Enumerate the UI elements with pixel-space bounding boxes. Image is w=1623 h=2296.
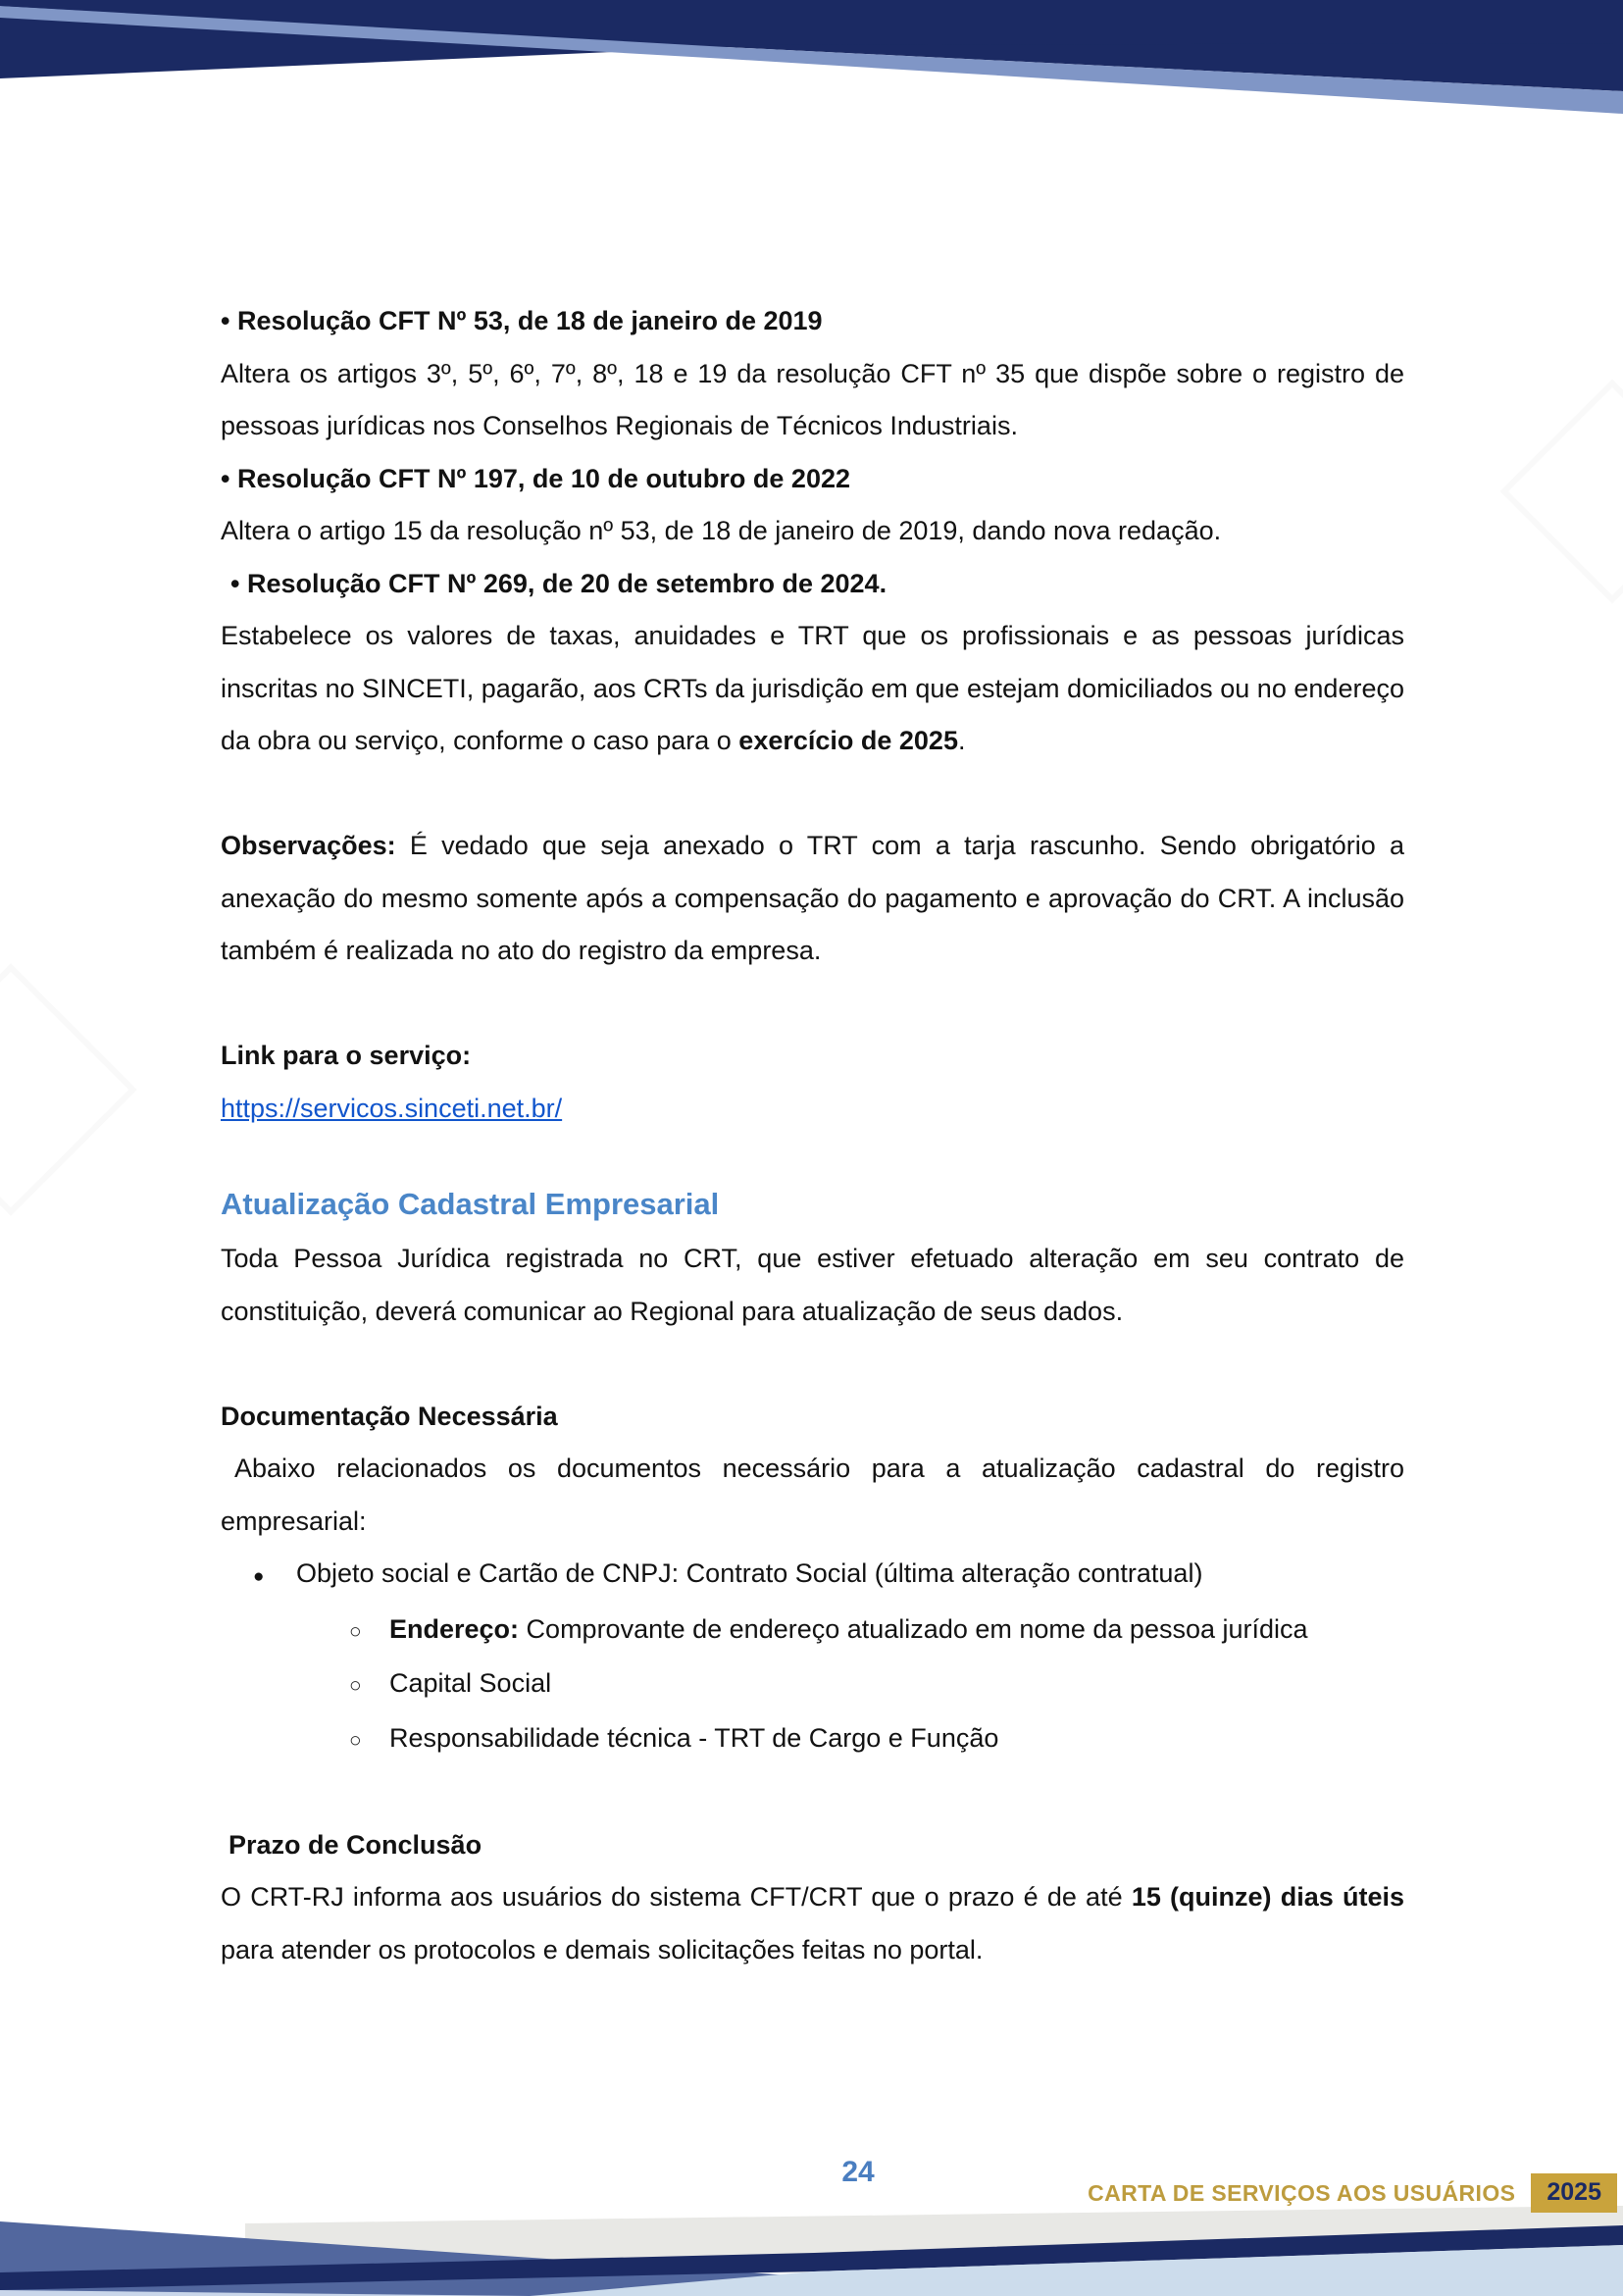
- prazo-paragraph: [221, 1871, 1404, 1976]
- list-item-text: [389, 1604, 1308, 1657]
- section-heading-prazo: Prazo de Conclusão: [228, 1829, 482, 1860]
- service-link-line: [221, 1083, 1404, 1136]
- description-bold-text: exercício de 2025: [738, 726, 958, 755]
- list-item-bold: Endereço:: [389, 1613, 520, 1644]
- atualizacao-intro: Toda Pessoa Jurídica registrada no CRT, que estiver efetuado alteração em seu contrato de constituição, deverá comunicar ao Regional para atualização de seus dados.: [221, 1244, 1404, 1326]
- prazo-text: para atender os protocolos e demais solicitações feitas no portal.: [221, 1934, 984, 1964]
- section-heading-atualizacao: Atualização Cadastral Empresarial: [221, 1187, 720, 1221]
- header-banner: [0, 0, 1623, 128]
- resolution-title: • Resolução CFT Nº 197, de 10 de outubro de 2022: [221, 463, 850, 493]
- list-item: [349, 1658, 1404, 1712]
- list-item-text: Objeto social e Cartão de CNPJ: Contrato Social (última alteração contratual): [296, 1558, 1203, 1588]
- spacer: [221, 1338, 1404, 1391]
- spacer: [221, 978, 1404, 1031]
- description-text: .: [957, 726, 966, 755]
- list-item-text: Responsabilidade técnica - TRT de Cargo e Função: [389, 1722, 999, 1753]
- observacoes-paragraph: [221, 820, 1404, 978]
- bullet-dot-icon: ●: [253, 1566, 265, 1587]
- document-body: [221, 295, 1404, 1976]
- prazo-text: O CRT-RJ informa aos usuários do sistema CFT/CRT que o prazo é de até: [221, 1882, 1132, 1912]
- resolution-description: Altera os artigos 3º, 5º, 6º, 7º, 8º, 18 e 19 da resolução CFT nº 35 que dispõe sobre o registro de pessoas jurídicas nos Conselhos Regionais de Técnicos Industriais.: [221, 358, 1404, 440]
- observacoes-text: É vedado que seja anexado o TRT com a tarja rascunho. Sendo obrigatório a anexação do mesmo somente após a compensação do pagamento e aprovação do CRT. A inclusão também é realizada no ato do registro da empresa.: [221, 831, 1404, 965]
- resolution-description: Altera o artigo 15 da resolução nº 53, de 18 de janeiro de 2019, dando nova redação.: [221, 516, 1222, 545]
- spacer: [221, 1766, 1404, 1819]
- service-link-label: Link para o serviço:: [221, 1041, 472, 1070]
- resolution-description: [221, 610, 1404, 768]
- footer-year-badge: 2025: [1531, 2173, 1617, 2213]
- watermark-chevron: [0, 963, 137, 1215]
- bullet-circle-icon: ○: [349, 1619, 362, 1643]
- list-item: [349, 1712, 1404, 1767]
- footer-brand-title: CARTA DE SERVIÇOS AOS USUÁRIOS: [1088, 2179, 1516, 2206]
- service-link[interactable]: https://servicos.sinceti.net.br/: [221, 1093, 563, 1123]
- bullet-circle-icon: ○: [349, 1674, 362, 1697]
- description-text: Estabelece os valores de taxas, anuidades e TRT que os profissionais e as pessoas jurídicas inscritas no SINCETI, pagarão, aos CRTs da jurisdição em que estejam domiciliados ou no endereço da obra ou serviço, conforme o caso para o: [221, 621, 1404, 755]
- list-item-text: Capital Social: [389, 1668, 552, 1698]
- list-item-rest: Comprovante de endereço atualizado em nome da pessoa jurídica: [519, 1613, 1308, 1644]
- observacoes-label: Observações:: [221, 831, 396, 860]
- bullet-circle-icon: ○: [349, 1728, 362, 1752]
- documentacao-intro: Abaixo relacionados os documentos necessário para a atualização cadastral do registro empresarial:: [221, 1454, 1404, 1536]
- prazo-bold-text: 15 (quinze) dias úteis: [1131, 1882, 1404, 1912]
- resolution-title: • Resolução CFT Nº 269, de 20 de setembro de 2024.: [230, 568, 888, 598]
- footer-brand-row: [1088, 2173, 1617, 2213]
- list-item: [253, 1548, 1404, 1604]
- spacer: [221, 768, 1404, 821]
- resolution-title: • Resolução CFT Nº 53, de 18 de janeiro de 2019: [221, 306, 823, 335]
- watermark-chevron: [1499, 379, 1623, 603]
- page-number: 24: [841, 2156, 875, 2188]
- section-heading-documentacao: Documentação Necessária: [221, 1401, 558, 1431]
- list-item: [349, 1604, 1404, 1658]
